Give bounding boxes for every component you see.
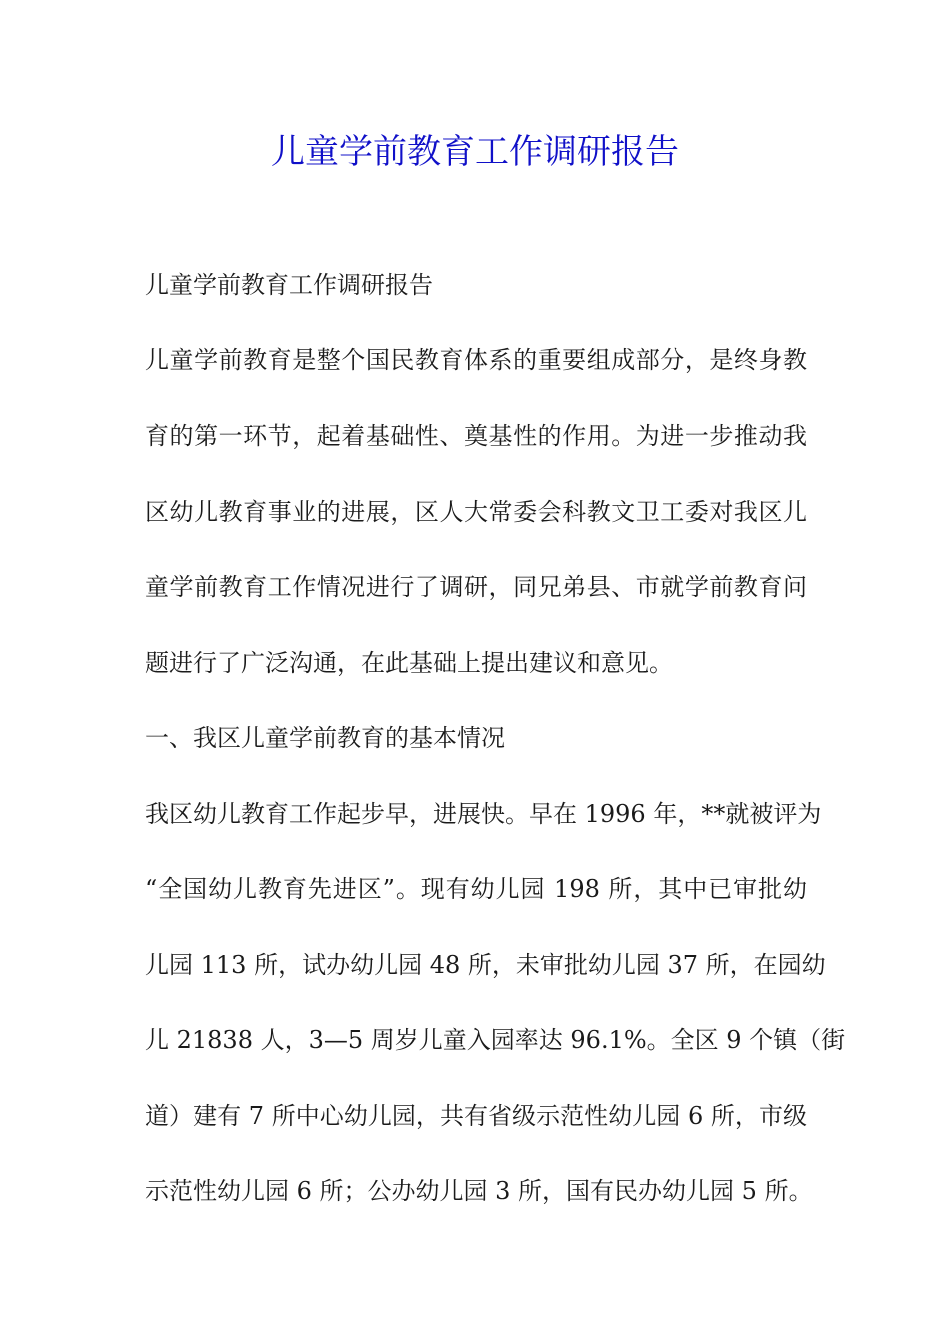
body-line: 儿园 113 所，试办幼儿园 48 所，未审批幼儿园 37 所，在园幼 — [145, 951, 826, 979]
body-line: 儿童学前教育是整个国民教育体系的重要组成部分，是终身教 — [145, 346, 807, 374]
document-title: 儿童学前教育工作调研报告 — [271, 132, 679, 172]
body-line: 儿 21838 人，3—5 周岁儿童入园率达 96.1%。全区 9 个镇（街 — [145, 1026, 846, 1054]
body-line: 育的第一环节，起着基础性、奠基性的作用。为进一步推动我 — [145, 422, 807, 450]
body-line: 道）建有 7 所中心幼儿园，共有省级示范性幼儿园 6 所，市级 — [145, 1102, 807, 1130]
section-heading: 一、我区儿童学前教育的基本情况 — [145, 724, 505, 752]
body-line: “全国幼儿教育先进区”。现有幼儿园 198 所，其中已审批幼 — [145, 875, 807, 903]
body-line: 我区幼儿教育工作起步早，进展快。早在 1996 年，**就被评为 — [145, 800, 822, 828]
body-line: 童学前教育工作情况进行了调研，同兄弟县、市就学前教育问 — [145, 573, 807, 601]
body-line: 示范性幼儿园 6 所；公办幼儿园 3 所，国有民办幼儿园 5 所。 — [145, 1177, 813, 1205]
body-line: 题进行了广泛沟通，在此基础上提出建议和意见。 — [145, 649, 673, 677]
body-line: 区幼儿教育事业的进展，区人大常委会科教文卫工委对我区儿 — [145, 498, 807, 526]
body-line-subtitle: 儿童学前教育工作调研报告 — [145, 271, 433, 299]
